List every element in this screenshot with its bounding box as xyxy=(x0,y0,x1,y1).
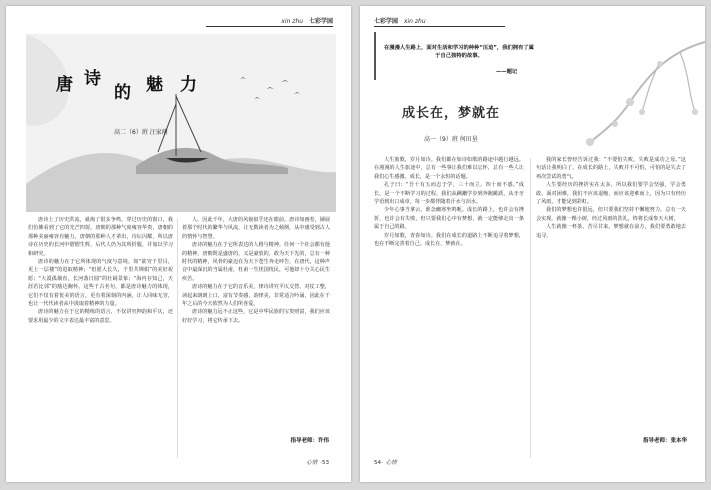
paragraph: 孔子曰：“吾十有五而志于学，三十而立，四十而不惑。”成长，是一个不断学习的过程，我们从蹒跚学步到奔跑跳跃，从牙牙学语到出口成章，每一步都伴随着汗水与泪水。 xyxy=(374,182,524,206)
title-char: 的 xyxy=(114,83,131,103)
right-column-2 xyxy=(536,156,686,240)
left-page xyxy=(6,6,351,482)
header-column-name: 七彩学园 xyxy=(308,18,333,25)
page-number-value: 54 xyxy=(374,460,381,466)
paragraph: 唐诗上了历史洪流，就淘了很多争鸣，穿过历史的窗口，我们仿佛看到了它的光芒四射。唐朝的那种气度雍容华贵，唐朝的那种美丽雍容有魅力，唐朝的那种人才辈出，诗坛闪耀，所以唐诗在历史的长河中熠熠生辉，后代人仍为其所折服，并加以学习和研究。 xyxy=(28,217,173,257)
left-column-2 xyxy=(182,216,330,325)
page-number-value: 53 xyxy=(322,460,329,466)
header-rule xyxy=(206,26,333,27)
note-accent-bar xyxy=(374,32,376,80)
author-byline: 高一（9）班 何田垦 xyxy=(424,136,478,143)
paragraph: 我们的梦想也许很远，但只要我们坚持不懈地努力，总有一天会实现。就像一棵小树，经过风雨的洗礼，终将长成参天大树。 xyxy=(536,207,686,222)
header-rule xyxy=(374,26,505,27)
paragraph: 唐诗的魅力在于它的音乐美，律诗讲究平仄交替、对仗工整，读起来朗朗上口，富有节奏感，韵律美，非常适合吟诵，因此在千年之后的今天依然为人们所喜爱。 xyxy=(182,284,330,308)
page-number: 54· 心情 xyxy=(374,460,397,466)
landscape-illustration xyxy=(26,34,336,212)
left-column-1 xyxy=(28,216,173,325)
title-char: 唐 xyxy=(56,75,73,95)
right-column-1 xyxy=(374,156,524,248)
epigraph: 在漫漫人生路上，面对生活和学习的种种“压迫”，我们拥有了属于自己独特的故事。 xyxy=(384,45,534,60)
paragraph: 唐诗的魅力远不止这些，它是中华民族的宝贵财富，我们应该好好学习，将它传承下去。 xyxy=(182,309,330,324)
page-icon: 心情 xyxy=(385,460,397,466)
ink-painting xyxy=(26,34,336,212)
epigraph-sign: ——题记 xyxy=(496,69,518,75)
paragraph: 唐诗的魅力在于它所表达的人格与精神。任何一个社会都有他的精神，唐朝既是盛唐的，又是豪放的，敢为天下先的，总有一种时代的精神，风骨的豪迈在为天下苍生奔走呼告，在唐代，这种声音中最深沉的当属杜甫，杜甫一生忧国忧民，可他却十分关心民生疾苦。 xyxy=(182,242,330,282)
right-page xyxy=(360,6,705,482)
paragraph: 人，因此千年，大唐的风貌似乎还在眼前。唐诗如画卷，铺展着那个时代的繁华与风流，让无数读者为之倾倒，从中感受到古人的情怀与智慧。 xyxy=(182,217,330,240)
header-pinyin: xin zhu xyxy=(281,18,304,25)
title-char: 魅 xyxy=(146,75,163,95)
title-char: 力 xyxy=(180,75,197,95)
paragraph: 唐诗的魅力在于它所体现的气度与意境。如“欲穷千里目，更上一层楼”的进取精神；“但愿人长久，千里共婵娟”的美好祝愿；“大漠孤烟直，长河落日圆”的壮阔景象；“海内存知己，天涯若比邻”的豁达胸怀。这些千古名句，都是唐诗魅力的体现，它们不仅有着优美的语言，更有着深刻的内涵，让人回味无穷，也让一代代读者从中汲取着精神的力量。 xyxy=(28,259,173,308)
author-byline: 高二（6）班 汪家萌 xyxy=(114,129,168,136)
paragraph: 人生旅歌，岁月如诗。我们都在如诗如歌的路途中越行越远。在漫漫的人生旅途中，总有一些事让我们难以忘怀，总有一些人让我们心生感激。成长，是一个永恒的话题。 xyxy=(374,157,524,180)
left-page-header xyxy=(281,16,333,25)
paragraph: 少年心事当拿云，谁念幽寒坐呜呃。成长的路上，也许会有挫折，也许会有失败，但只要我们心中有梦想，就一定能够走出一条属于自己的路。 xyxy=(374,207,524,231)
paragraph: 岁月如歌，青春如诗。我们在成长的道路上不断追寻着梦想，也在不断完善着自己。成长在，梦就在。 xyxy=(374,232,524,248)
header-column-name: 七彩学园 xyxy=(374,18,399,25)
article-title: 成长在，梦就在 xyxy=(402,106,501,121)
paragraph: 唐诗的魅力在于它的精练的语言，不仅讲究押韵和平仄，还要求用最少的文字表达最丰富的意思。 xyxy=(28,309,173,324)
teacher-signature: 指导老师：许伟 xyxy=(290,438,329,444)
page-number: 心情 ·53 xyxy=(306,460,329,466)
column-divider xyxy=(177,218,178,458)
paragraph: 我的家长曾经告诉过我：“不要怕失败，失败是成功之母。”这句话让我明白了，在成长的路上，失败并不可怕，可怕的是失去了再次尝试的勇气。 xyxy=(536,157,686,180)
column-divider xyxy=(530,158,531,458)
header-pinyin: xin zhu xyxy=(403,18,426,25)
paragraph: 人生就像一杯茶，苦尽甘来。梦想就在前方，我们要勇敢地去追寻。 xyxy=(536,224,686,239)
right-page-header xyxy=(374,16,426,25)
page-icon: 心情 xyxy=(306,460,318,466)
teacher-signature: 指导老师：张本华 xyxy=(642,438,687,444)
title-char: 诗 xyxy=(84,69,101,89)
paragraph: 人生要经历的挫折实在太多，所以我们要学会坚强，学会勇敢。面对困难，我们不应该退缩，而应该迎难而上，因为只有经历了风雨，才能见到彩虹。 xyxy=(536,182,686,206)
